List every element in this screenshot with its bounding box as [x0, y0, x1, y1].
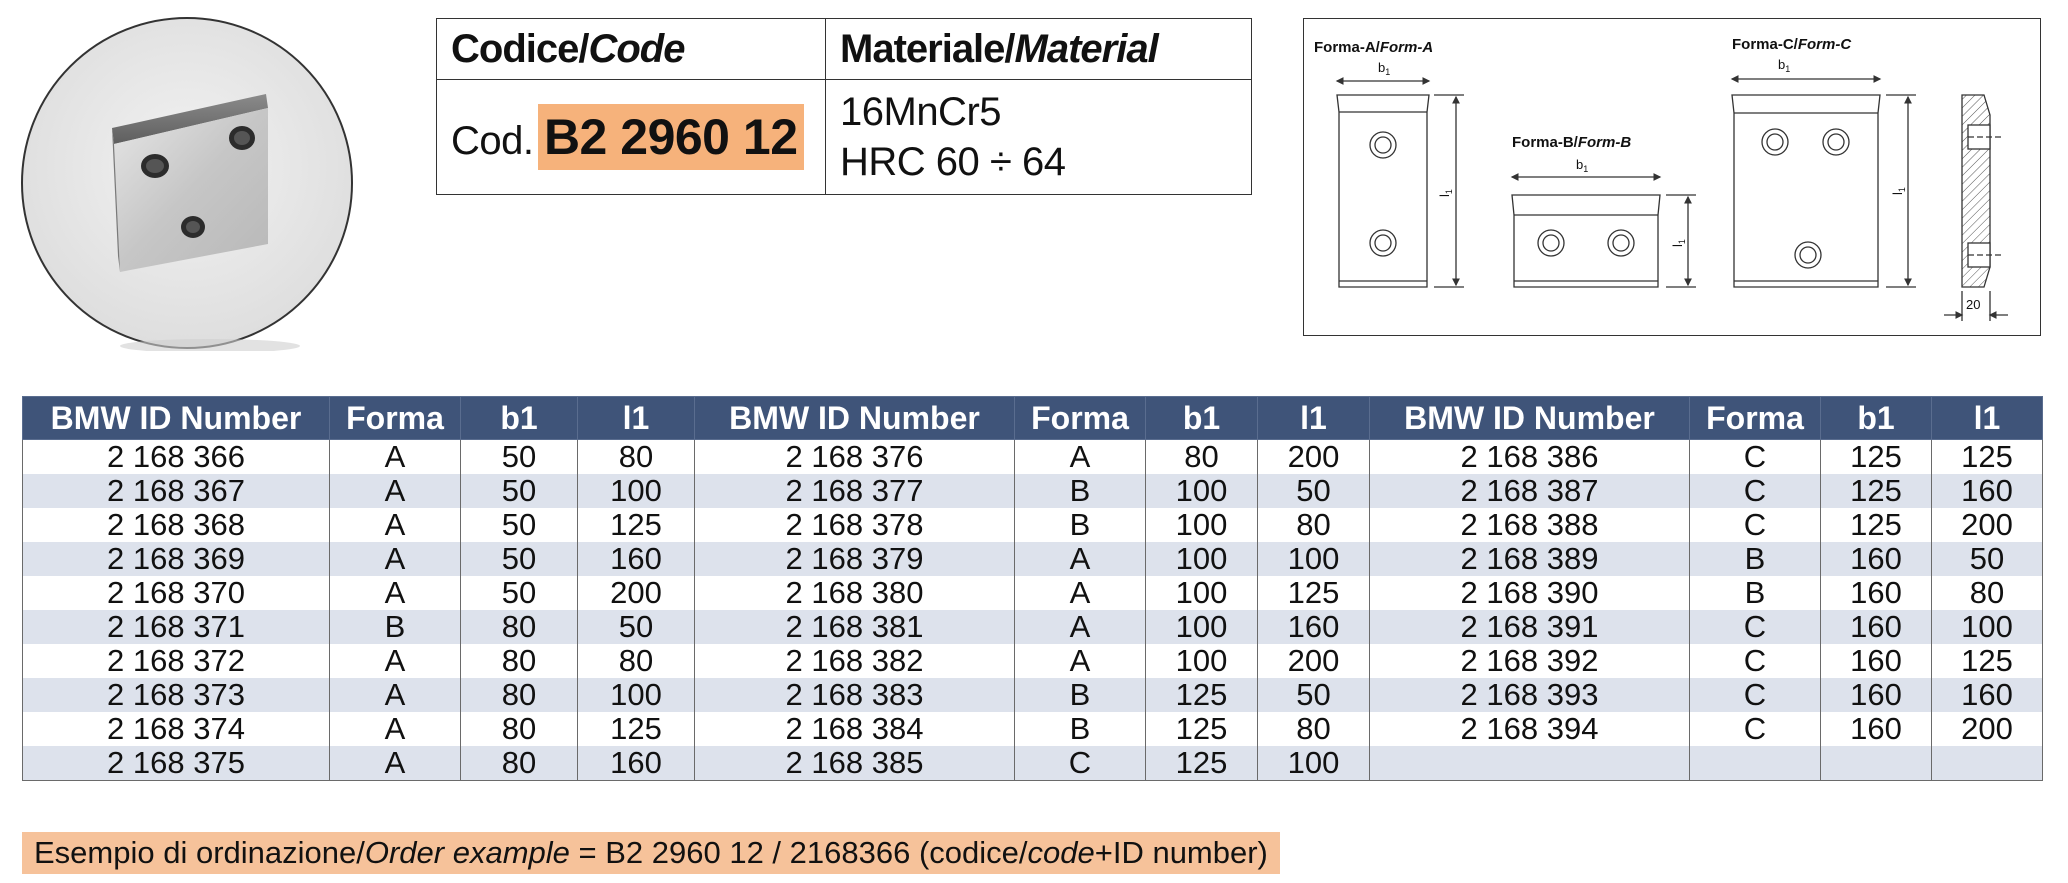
table-row — [23, 542, 2043, 576]
header-l1-2: l1 — [1258, 397, 1370, 440]
table-cell: 125 — [1258, 576, 1370, 610]
table-cell: 125 — [578, 508, 695, 542]
form-a-label: Forma-A/Form-A — [1314, 39, 1434, 56]
table-row — [23, 474, 2043, 508]
table-cell: A — [1015, 610, 1146, 644]
table-row — [23, 712, 2043, 746]
form-a-l1-label: $l_1$ — [1437, 189, 1454, 197]
table-cell: 80 — [578, 644, 695, 678]
table-cell: 2 168 387 — [1370, 474, 1690, 508]
form-b-label: Forma-B/Form-B — [1512, 134, 1632, 151]
form-c-label: Forma-C/Form-C — [1732, 36, 1852, 53]
table-cell: A — [330, 474, 461, 508]
table-cell: 80 — [578, 440, 695, 475]
code-material-table — [436, 18, 1252, 195]
table-cell: 160 — [1821, 644, 1932, 678]
part-numbers-table — [22, 396, 2043, 781]
header-l1-1: l1 — [578, 397, 695, 440]
code-prefix: Cod. — [451, 119, 534, 163]
table-cell: 2 168 392 — [1370, 644, 1690, 678]
form-c-l1-label: $l_1$ — [1890, 187, 1907, 195]
table-cell: A — [1015, 576, 1146, 610]
table-cell: 50 — [461, 474, 578, 508]
header-l1-3: l1 — [1932, 397, 2043, 440]
table-cell: B — [1690, 576, 1821, 610]
table-cell: 2 168 376 — [695, 440, 1015, 475]
table-cell: 160 — [1932, 474, 2043, 508]
table-cell — [1370, 746, 1690, 781]
material-hardness: HRC 60 ÷ 64 — [840, 140, 1066, 184]
table-cell: 100 — [1258, 746, 1370, 781]
table-cell: A — [330, 542, 461, 576]
table-cell: 160 — [578, 746, 695, 781]
table-cell: B — [1015, 678, 1146, 712]
table-cell: C — [1690, 712, 1821, 746]
table-cell: 160 — [578, 542, 695, 576]
table-cell: 125 — [1146, 712, 1258, 746]
table-cell — [1690, 746, 1821, 781]
table-cell: 80 — [1146, 440, 1258, 475]
table-cell: A — [330, 440, 461, 475]
table-cell: 2 168 372 — [23, 644, 330, 678]
table-row — [23, 678, 2043, 712]
table-cell: C — [1690, 440, 1821, 475]
table-cell: 2 168 383 — [695, 678, 1015, 712]
table-cell: 2 168 370 — [23, 576, 330, 610]
table-cell: C — [1690, 508, 1821, 542]
table-cell: B — [330, 610, 461, 644]
table-cell: 50 — [461, 542, 578, 576]
table-cell: 80 — [461, 678, 578, 712]
table-cell — [1821, 746, 1932, 781]
table-cell: 125 — [578, 712, 695, 746]
table-cell: 2 168 385 — [695, 746, 1015, 781]
table-cell: 50 — [578, 610, 695, 644]
header-b1-3: b1 — [1821, 397, 1932, 440]
table-cell: 2 168 384 — [695, 712, 1015, 746]
thickness-label: 20 — [1966, 297, 1981, 312]
material-cell — [826, 80, 1252, 195]
table-cell: 80 — [461, 712, 578, 746]
table-cell: 125 — [1821, 508, 1932, 542]
table-cell: C — [1690, 644, 1821, 678]
table-cell: 2 168 369 — [23, 542, 330, 576]
table-cell: B — [1015, 508, 1146, 542]
table-cell: 80 — [1932, 576, 2043, 610]
table-cell: 100 — [1146, 576, 1258, 610]
table-cell: 2 168 377 — [695, 474, 1015, 508]
table-cell: A — [1015, 542, 1146, 576]
table-cell: 80 — [461, 610, 578, 644]
table-cell: 160 — [1821, 712, 1932, 746]
table-cell: 2 168 378 — [695, 508, 1015, 542]
table-cell: 100 — [578, 474, 695, 508]
material-name: 16MnCr5 — [840, 90, 1002, 134]
table-cell: 50 — [1258, 678, 1370, 712]
table-row — [23, 644, 2043, 678]
table-cell: A — [1015, 644, 1146, 678]
table-cell: 2 168 390 — [1370, 576, 1690, 610]
table-cell: 2 168 368 — [23, 508, 330, 542]
table-cell: A — [330, 644, 461, 678]
table-cell: 50 — [461, 440, 578, 475]
order-example: Esempio di ordinazione/Order example = B2 2960 12 / 2168366 (codice/code+ID number) — [22, 832, 1280, 874]
product-photo — [20, 16, 355, 351]
table-cell: 125 — [1821, 440, 1932, 475]
table-header-row — [23, 397, 2043, 440]
table-row — [23, 576, 2043, 610]
table-cell: 50 — [1258, 474, 1370, 508]
table-cell: 160 — [1821, 678, 1932, 712]
header-forma-2: Forma — [1015, 397, 1146, 440]
table-cell: 80 — [461, 644, 578, 678]
table-cell: 160 — [1821, 576, 1932, 610]
table-cell: 2 168 391 — [1370, 610, 1690, 644]
form-b-b1-label: $b_1$ — [1576, 157, 1589, 174]
form-b-l1-label: $l_1$ — [1670, 239, 1687, 247]
header-b1-1: b1 — [461, 397, 578, 440]
header-forma-3: Forma — [1690, 397, 1821, 440]
table-cell: 100 — [1146, 610, 1258, 644]
table-row — [23, 746, 2043, 781]
header-b1-2: b1 — [1146, 397, 1258, 440]
table-cell: A — [330, 712, 461, 746]
table-cell: 200 — [1258, 644, 1370, 678]
table-cell: 50 — [461, 576, 578, 610]
table-cell: 80 — [461, 746, 578, 781]
table-cell: A — [330, 576, 461, 610]
table-cell: 200 — [1932, 508, 2043, 542]
table-cell: 2 168 375 — [23, 746, 330, 781]
table-cell: 125 — [1146, 746, 1258, 781]
material-header: Materiale/Material — [826, 19, 1252, 80]
table-cell: 125 — [1932, 644, 2043, 678]
table-cell — [1932, 746, 2043, 781]
table-cell: C — [1690, 678, 1821, 712]
table-cell: B — [1015, 712, 1146, 746]
table-cell: 100 — [1146, 644, 1258, 678]
technical-drawing — [1303, 18, 2041, 336]
header-bmw-id-2: BMW ID Number — [695, 397, 1015, 440]
table-cell: A — [330, 678, 461, 712]
form-a-b1-label: $b_1$ — [1378, 60, 1391, 77]
table-cell: 2 168 389 — [1370, 542, 1690, 576]
table-cell: C — [1690, 474, 1821, 508]
table-cell: 200 — [1932, 712, 2043, 746]
table-cell: 2 168 381 — [695, 610, 1015, 644]
header-bmw-id-3: BMW ID Number — [1370, 397, 1690, 440]
table-cell: 2 168 380 — [695, 576, 1015, 610]
table-cell: B — [1015, 474, 1146, 508]
table-cell: 100 — [1146, 508, 1258, 542]
table-cell: 2 168 366 — [23, 440, 330, 475]
header-forma-1: Forma — [330, 397, 461, 440]
table-cell: B — [1690, 542, 1821, 576]
table-cell: 160 — [1821, 542, 1932, 576]
table-cell: 100 — [578, 678, 695, 712]
table-cell: 80 — [1258, 712, 1370, 746]
table-cell: 200 — [1258, 440, 1370, 475]
table-cell: A — [330, 508, 461, 542]
table-cell: C — [1015, 746, 1146, 781]
table-cell: 100 — [1932, 610, 2043, 644]
table-cell: A — [1015, 440, 1146, 475]
table-row — [23, 508, 2043, 542]
table-cell: 2 168 393 — [1370, 678, 1690, 712]
table-cell: 2 168 388 — [1370, 508, 1690, 542]
table-cell: 50 — [1932, 542, 2043, 576]
table-cell: 2 168 367 — [23, 474, 330, 508]
table-cell: 100 — [1146, 474, 1258, 508]
table-cell: A — [330, 746, 461, 781]
table-cell: 125 — [1821, 474, 1932, 508]
table-cell: 2 168 373 — [23, 678, 330, 712]
table-cell: 2 168 394 — [1370, 712, 1690, 746]
table-row — [23, 440, 2043, 475]
code-value: B2 2960 12 — [538, 104, 804, 170]
table-cell: 2 168 379 — [695, 542, 1015, 576]
table-cell: 125 — [1146, 678, 1258, 712]
code-header: Codice/Code — [437, 19, 826, 80]
header-bmw-id-1: BMW ID Number — [23, 397, 330, 440]
table-cell: 160 — [1932, 678, 2043, 712]
table-cell: C — [1690, 610, 1821, 644]
table-cell: 125 — [1932, 440, 2043, 475]
table-cell: 160 — [1258, 610, 1370, 644]
form-c-b1-label: $b_1$ — [1778, 57, 1791, 74]
table-cell: 2 168 371 — [23, 610, 330, 644]
table-row — [23, 610, 2043, 644]
code-cell — [437, 80, 826, 195]
table-cell: 80 — [1258, 508, 1370, 542]
table-cell: 200 — [578, 576, 695, 610]
table-cell: 2 168 386 — [1370, 440, 1690, 475]
table-cell: 2 168 382 — [695, 644, 1015, 678]
table-cell: 50 — [461, 508, 578, 542]
table-cell: 2 168 374 — [23, 712, 330, 746]
table-cell: 100 — [1258, 542, 1370, 576]
table-cell: 100 — [1146, 542, 1258, 576]
table-cell: 160 — [1821, 610, 1932, 644]
